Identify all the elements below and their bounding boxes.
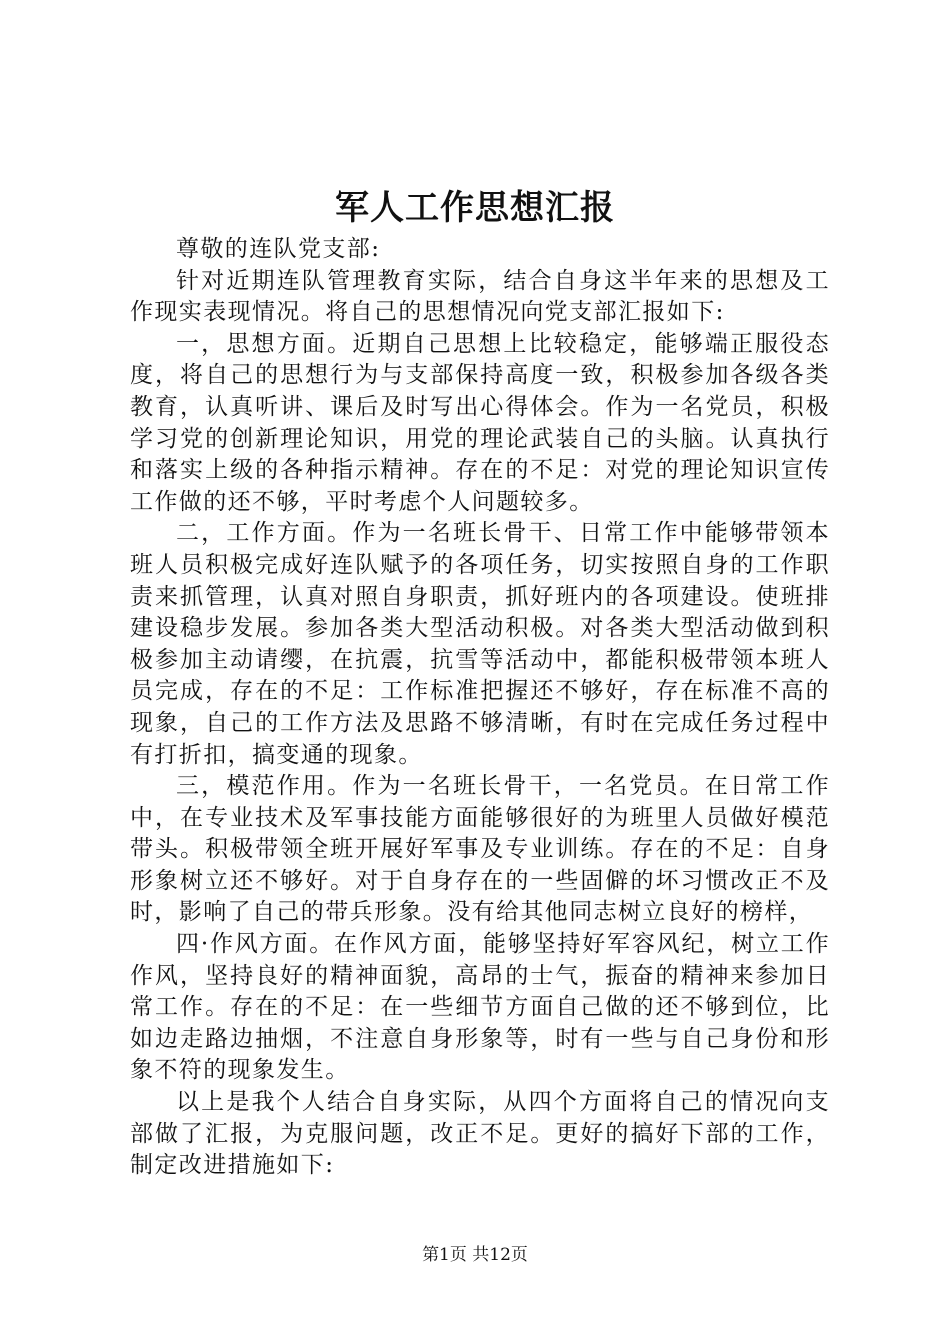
page-number-footer: 第1页 共12页 <box>422 1245 528 1265</box>
salutation: 尊敬的连队党支部: <box>176 236 381 262</box>
section-style-paragraph: 四·作风方面。在作风方面，能够坚持好军容风纪，树立工作作风，坚持良好的精神面貌，高昂的士气，振奋的精神来参加日常工作。存在的不足：在一些细节方面自己做的还不够到位，比如边走路边抽烟，不注意自身形象等，时有一些与自己身份和形象不符的现象发生。 <box>130 931 830 1084</box>
section-thought-paragraph: 一，思想方面。近期自己思想上比较稳定，能够端正服役态度，将自己的思想行为与支部保持高度一致，积极参加各级各类教育，认真听讲、课后及时写出心得体会。作为一名党员，积极学习党的创新理论知识，用党的理论武装自己的头脑。认真执行和落实上级的各种指示精神。存在的不足：对党的理论知识宣传工作做的还不够，平时考虑个人问题较多。 <box>130 330 830 515</box>
document-body <box>130 234 830 1182</box>
section-role-model-paragraph: 三，模范作用。作为一名班长骨干，一名党员。在日常工作中，在专业技术及军事技能方面能够很好的为班里人员做好模范带头。积极带领全班开展好军事及专业训练。存在的不足：自身形象树立还不够好。对于自身存在的一些固僻的坏习惯改正不及时，影响了自己的带兵形象。没有给其他同志树立良好的榜样， <box>130 773 830 926</box>
document-title: 军人工作思想汇报 <box>335 188 615 228</box>
summary-paragraph: 以上是我个人结合自身实际，从四个方面将自己的情况向支部做了汇报，为克服问题，改正不足。更好的搞好下部的工作，制定改进措施如下: <box>130 1089 830 1179</box>
section-work-paragraph: 二，工作方面。作为一名班长骨干、日常工作中能够带领本班人员积极完成好连队赋予的各项任务，切实按照自身的工作职责来抓管理，认真对照自身职责，抓好班内的各项建设。使班排建设稳步发展。参加各类大型活动积极。对各类大型活动做到积极参加主动请缨，在抗震，抗雪等活动中，都能积极带领本班人员完成，存在的不足：工作标准把握还不够好，存在标准不高的现象，自己的工作方法及思路不够清晰，有时在完成任务过程中有打折扣，搞变通的现象。 <box>130 520 830 768</box>
intro-paragraph: 针对近期连队管理教育实际，结合自身这半年来的思想及工作现实表现情况。将自己的思想情况向党支部汇报如下: <box>130 267 830 326</box>
